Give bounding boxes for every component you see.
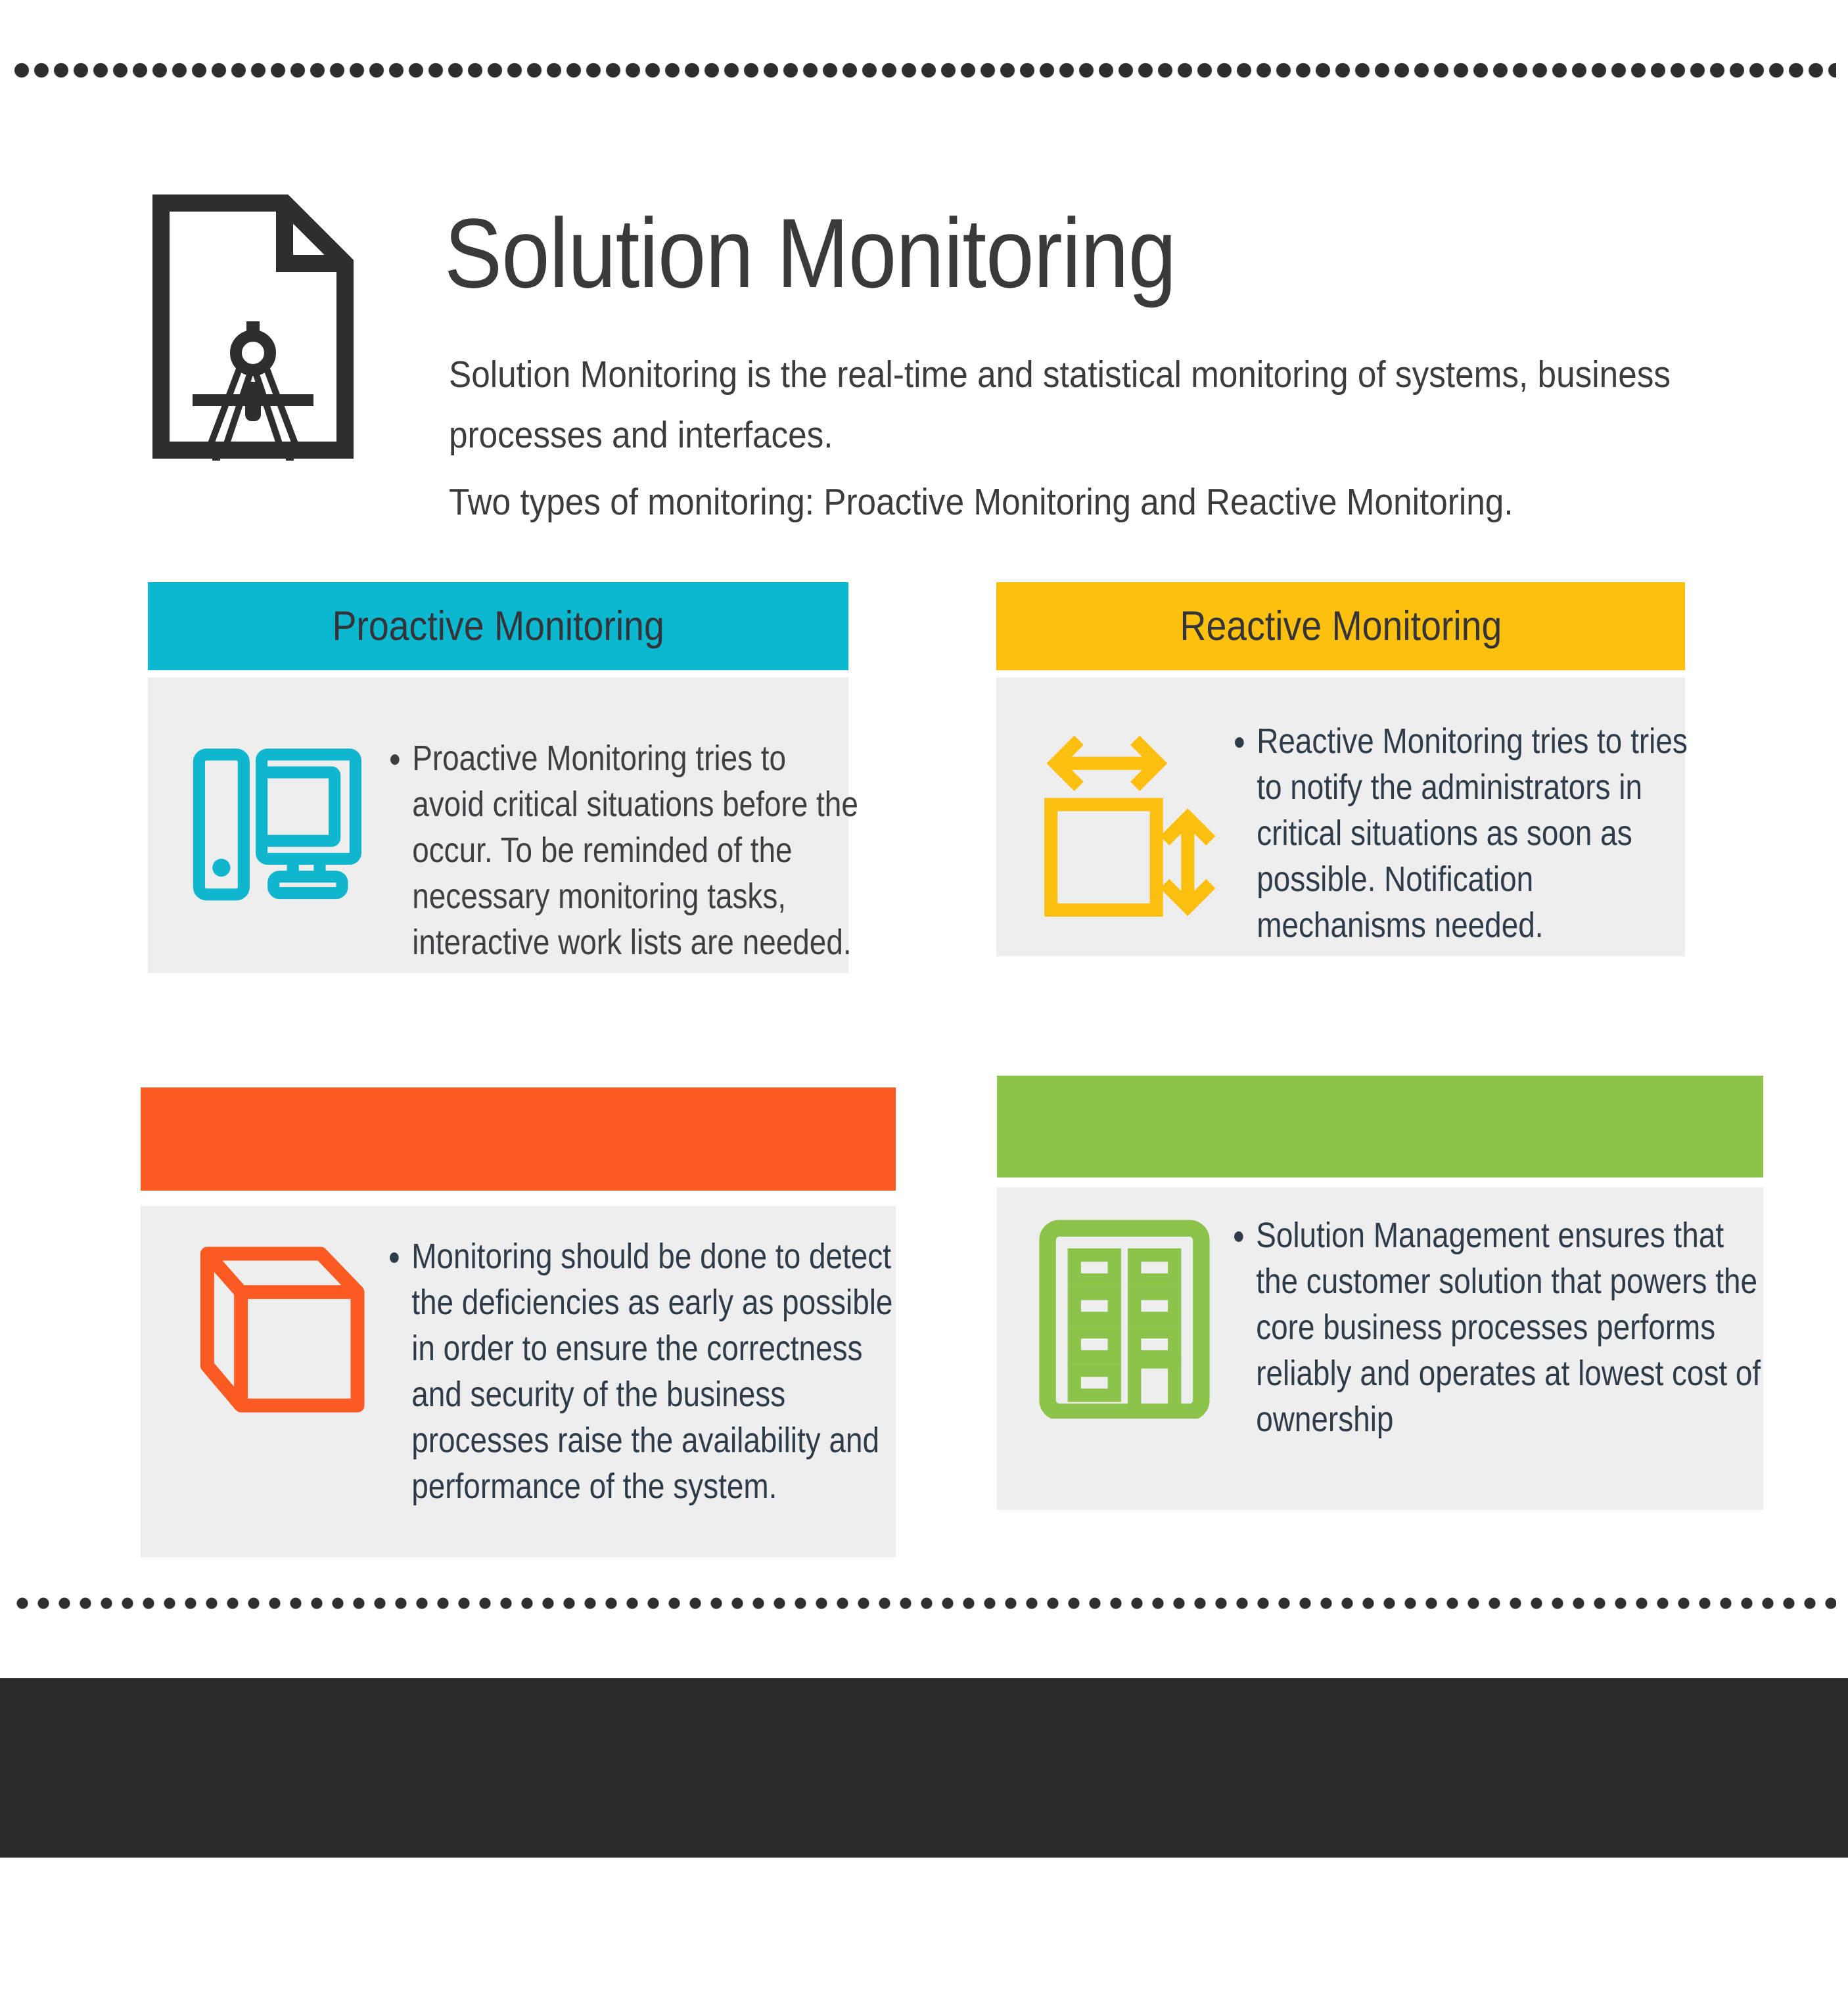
resize-arrows-icon (1028, 722, 1222, 923)
reactive-bullet-list (1228, 718, 1703, 948)
detection-card-body (141, 1206, 896, 1557)
reactive-card-title: Reactive Monitoring (1180, 603, 1502, 649)
proactive-card-body (148, 677, 858, 973)
dotted-divider-top (12, 62, 1836, 79)
cube-icon (192, 1239, 376, 1416)
blueprint-document-icon (148, 193, 358, 461)
footer-bar (0, 1678, 1848, 1858)
detection-bullet: • Monitoring should be done to detect the deficiencies as early as possible in order to ensure the correctness and security of the business processes raise the availability and performance of the system. (411, 1233, 914, 1509)
dotted-divider-bottom (12, 1597, 1836, 1610)
subtitle-line: Two types of monitoring: Proactive Monitoring and Reactive Monitoring. (449, 481, 1513, 523)
subtitle-line: processes and interfaces. (449, 414, 833, 456)
proactive-card-title: Proactive Monitoring (332, 603, 664, 649)
reactive-card-body (996, 677, 1688, 956)
page-title: Solution Monitoring (444, 198, 1176, 308)
management-card-header (997, 1076, 1763, 1177)
reactive-card-header (996, 582, 1685, 670)
management-card-body (997, 1187, 1763, 1510)
subtitle-line: Solution Monitoring is the real-time and statistical monitoring of systems, business (449, 354, 1671, 396)
management-bullet-list (1227, 1212, 1770, 1442)
proactive-card-header (148, 582, 848, 670)
reactive-bullet: • Reactive Monitoring tries to tries to notify the administrators in critical situations as soon as possible. Notification mechanisms needed. (1257, 718, 1703, 948)
desktop-computer-icon (189, 730, 367, 910)
proactive-bullet-list (383, 735, 865, 965)
proactive-bullet: • Proactive Monitoring tries to avoid critical situations before the occur. To be reminded of the necessary monitoring tasks, interactive work lists are needed. (412, 735, 864, 965)
management-bullet: • Solution Management ensures that the customer solution that powers the core business processes performs reliably and operates at lowest cost of ownership (1256, 1212, 1770, 1442)
page-subtitle (449, 344, 1807, 532)
building-icon (1030, 1215, 1219, 1419)
detection-bullet-list (382, 1233, 914, 1509)
detection-card-header (141, 1087, 896, 1191)
